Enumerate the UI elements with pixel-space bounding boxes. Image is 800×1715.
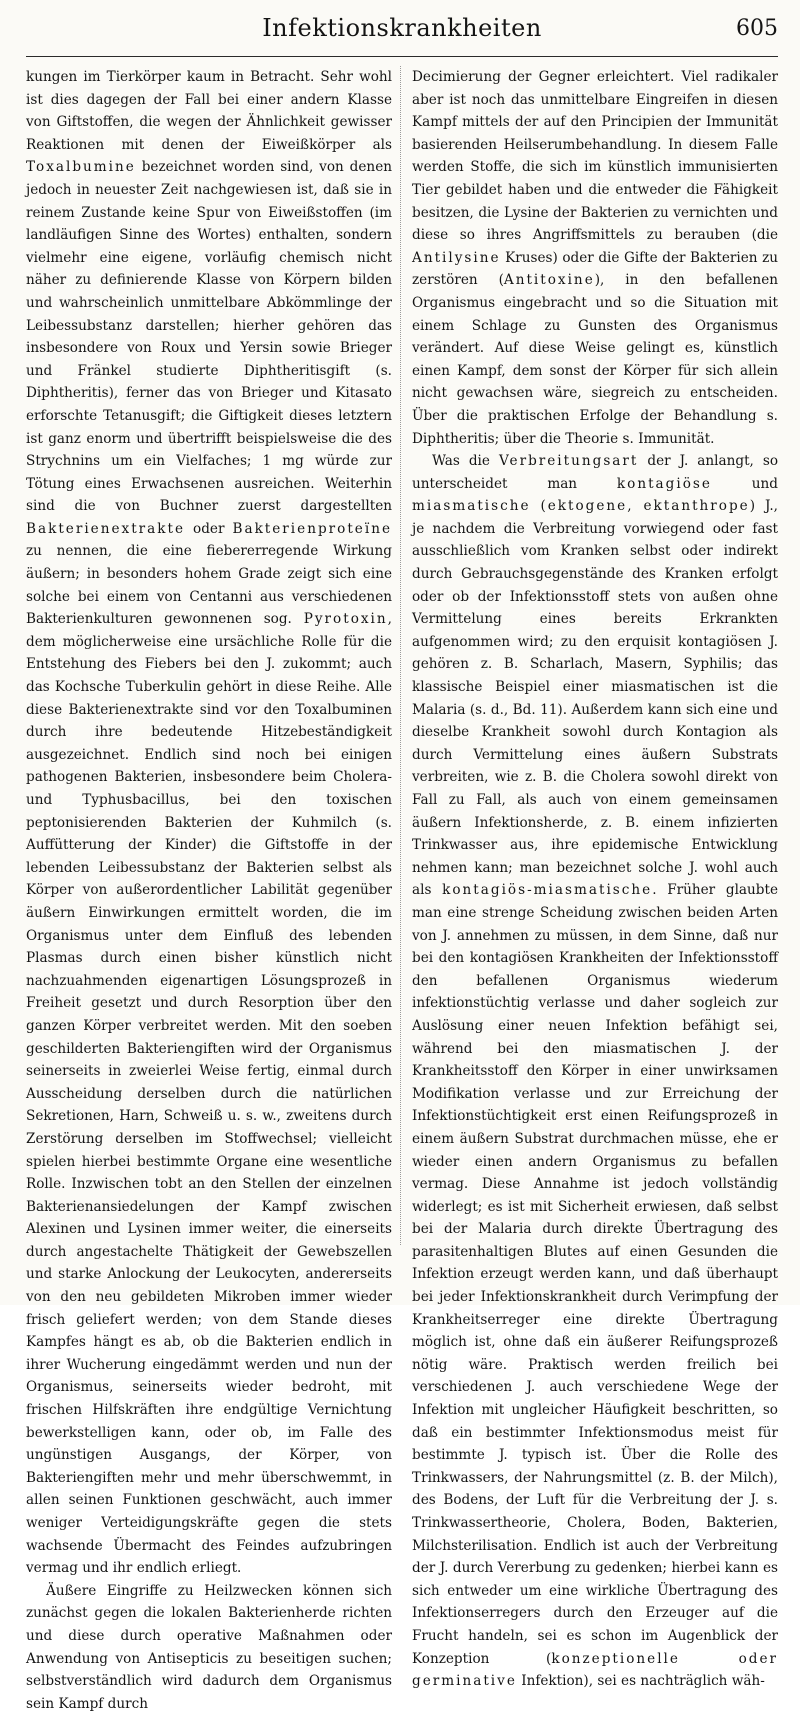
text-run: und xyxy=(711,475,778,492)
text-run: Kruses) oder die Gifte der Bakterien zu zerstören ( xyxy=(412,249,778,289)
right-column xyxy=(412,66,779,1690)
column-divider xyxy=(400,66,401,1245)
page-header xyxy=(26,10,778,54)
spaced-term: Antilysine xyxy=(412,249,501,266)
spaced-term: Toxalbumine xyxy=(26,159,136,176)
spaced-term: miasmatische (ektogene, ektanthrope) xyxy=(412,498,758,515)
spaced-term: Bakterienextrakte xyxy=(26,520,186,537)
text-run: Decimierung der Gegner erleichtert. Viel radikaler aber ist noch das unmittelbare Eingreifen in diesen Kampf mittels der auf den Principien der Immunität basierenden Heilserumbehandlung. In diesem Falle werden Stoffe, die sich im künstlich immunisierten Tier gebildet haben und die entweder die Fähigkeit besitzen, die Lysine der Bakterien zu vernichten und diese so ihres Angriffsmittels zu berauben (die xyxy=(412,69,778,244)
running-title: Infektionskrankheiten xyxy=(262,14,542,42)
spaced-term: Antitoxine xyxy=(503,272,595,289)
spaced-term: kontagiös-miasmatische xyxy=(442,882,653,899)
spaced-term: Bakterienproteïne xyxy=(232,520,392,537)
text-run: , dem möglicherweise eine ursächliche Rolle für die Entstehung des Fiebers bei den J. zukommt; auch das Kochsche Tuberkulin gehört in diese Reihe. Alle diese Bakterienextrakte sind vor den Toxalbuminen durch ihre bedeutende Hitzebeständigkeit ausgezeichnet. Endlich sind noch bei einigen pathogenen Bakterien, insbesondere beim Cholera- und Typhusbacillus, bei den toxischen peptonisierenden Bakterien der Kuhmilch (s. Auffütterung der Kinder) die Giftstoffe in der lebenden Leibessubstanz der Bakterien selbst als Körper von außerordentlicher Labilität gegenüber äußern Einwirkungen ermittelt worden, die im Organismus unter dem Einfluß des lebenden Plasmas durch einen bisher künstlich nicht nachzuahmenden eigenartigen Lösungsprozeß in Freiheit gesetzt und durch Resorption über den ganzen Körper verbreitet werden. Mit den soeben geschilderten Bakteriengiften wird der Organismus seinerseits in zweierlei Weise fertig, einmal durch Ausscheidung derselben durch die natürlichen Sekretionen, Harn, Schweiß u. s. w., zweitens durch Zerstörung derselben im Stoffwechsel; vielleicht spielen hierbei bestimmte Organe eine wesentliche Rolle. Inzwischen tobt an den Stellen der einzelnen Bakterienansiedelungen der Kampf zwischen Alexinen und Lysinen immer weiter, die einerseits durch angestachelte Thätigkeit der Gewebszellen und starke Anlockung der Leukocyten, andererseits von den neu gebildeten Mikroben immer wieder frisch geliefert werden; von dem Stande dieses Kampfes hängt es ab, ob die Bakterien endlich in ihrer Wucherung eingedämmt werden und nun der Organismus, seinerseits wieder bedroht, mit frischen Hilfskräften ihre endgültige Vernichtung bewerkstelligen kann, oder ob, im Falle des ungünstigen Ausgangs, der Körper, von Bakteriengiften mehr und mehr überschwemmt, in allen seinen Funktionen geschwächt, auch immer weniger Verteidigungskräfte gegen die stets wachsende Übermacht des Feindes aufzubringen vermag und ihr endlich erliegt. xyxy=(26,611,392,1577)
text-run: zu nennen, die eine fiebererregende Wirkung äußern; in besonders hohem Grade zeigt sich eine solche bei einem von Centanni aus verschiedenen Bakterienkulturen gewonnenen sog. xyxy=(26,543,392,628)
text-run: Äußere Eingriffe zu Heilzwecken können sich zunächst gegen die lokalen Bakterienherde richten und diese durch operative Maßnahmen oder Anwendung von Antisepticis zu beseitigen suchen; selbstverständlich wird dadurch dem Organismus sein Kampf durch xyxy=(26,1582,392,1712)
spaced-term: kontagiöse xyxy=(616,475,712,492)
left-paragraph-2 xyxy=(26,1580,392,1715)
spaced-term: Pyrotoxin xyxy=(303,611,388,628)
text-run: J., je nachdem die Verbreitung vorwiegend oder fast ausschließlich vom Kranken selbst oder indirekt durch Gebrauchsgegenstände des Kranken erfolgt oder ob der Infektionsstoff stets von außen ohne Vermittelung eines bereits Erkrankten aufgenommen wird; zu den erquisit kontagiösen J. gehören z. B. Scharlach, Masern, Syphilis; das klassische Beispiel einer miasmatischen ist die Malaria (s. d., Bd. 11). Außerdem kann sich eine und dieselbe Krankheit sowohl durch Kontagion als durch Vermittelung eines äußern Substrats verbreiten, wie z. B. die Cholera sowohl direkt von Fall zu Fall, als auch von einem gemeinsamen äußern Infektionsherde, z. B. einem infizierten Trinkwasser aus, ihre epidemische Entwicklung nehmen kann; man bezeichnet solche J. wohl auch als xyxy=(412,498,778,899)
left-column xyxy=(26,66,392,1712)
right-paragraph-1 xyxy=(412,66,778,450)
text-run: Was die xyxy=(432,453,499,470)
right-paragraph-2 xyxy=(412,450,778,1693)
text-run: . Früher glaubte man eine strenge Scheidung zwischen beiden Arten von J. annehmen zu müssen, in dem Sinne, daß nur bei den kontagiösen Krankheiten der Infektionsstoff den befallenen Organismus wiederum infektionstüchtig verlasse und daher sogleich zur Auslösung einer neuen Infektion befähigt sei, während bei den miasmatischen J. der Krankheitsstoff den Körper in einer unwirksamen Modifikation verlasse und zur Erreichung der Infektionstüchtigkeit erst einen Reifungsprozeß in einem äußern Substrat durchmachen müsse, ehe er wieder einen andern Organismus zu befallen vermag. Diese Annahme ist jedoch vollständig widerlegt; es ist mit Sicherheit erwiesen, daß selbst bei der Malaria durch direkte Übertragung des parasitenhaltigen Blutes auf einen Gesunden die Infektion erzeugt werden kann, und daß überhaupt bei jeder Infektionskrankheit durch Verimpfung der Krankheitserreger eine direkte Übertragung möglich ist, ohne daß ein äußerer Reifungsprozeß nötig wäre. Praktisch werden freilich bei verschiedenen J. auch verschiedene Wege der Infektion mit ungleicher Häufigkeit beschritten, so daß ein bestimmter Infektionsmodus meist für bestimmte J. typisch ist. Über die Rolle des Trinkwassers, der Nahrungsmittel (z. B. der Milch), des Bodens, der Luft für die Verbreitung der J. s. Trinkwassertheorie, Cholera, Boden, Bakterien, Milchsterilisation. Endlich ist auch der Verbreitung der J. durch Vererbung zu gedenken; hierbei kann es sich entweder um eine wirkliche Übertragung des Infektionserregers durch den Erzeuger auf die Frucht handeln, sei es schon im Augenblick der Konzeption ( xyxy=(412,882,778,1667)
text-run: oder xyxy=(185,520,233,537)
text-run: ), in den befallenen Organismus eingebracht und so die Situation mit einem Schlage zu Gunsten des Organismus verändert. Auf diese Weise gelingt es, künstlich einen Kampf, dem sonst der Körper für sich allein nicht gewachsen wäre, siegreich zu entscheiden. Über die praktischen Erfolge der Behandlung s. Diphtheritis; über die Theorie s. Immunität. xyxy=(412,272,778,447)
text-run: bezeichnet worden sind, von denen jedoch in neuester Zeit nachgewiesen ist, daß sie in reinem Zustande keine Spur von Eiweißstoffen (im landläufigen Sinne des Wortes) enthalten, sondern vielmehr eine eigene, vorläufig chemisch nicht näher zu definierende Klasse von Körpern bilden und wahrscheinlich unmittelbare Abkömmlinge der Leibessubstanz darstellen; hierher gehören das insbesondere von Roux und Yersin sowie Brieger und Fränkel studierte Diphtheritisgift (s. Diphtheritis), ferner das von Brieger und Kitasato erforschte Tetanusgift; die Giftigkeit dieses letztern ist ganz enorm und übertrifft beispielsweise die des Strychnins um ein Vielfaches; 1 mg würde zur Tötung eines Erwachsenen ausreichen. Weiterhin sind die von Buchner zuerst dargestellten xyxy=(26,159,392,515)
header-rule xyxy=(26,56,778,57)
spaced-term: Verbreitungsart xyxy=(498,453,639,470)
text-run: kungen im Tierkörper kaum in Betracht. Sehr wohl ist dies dagegen der Fall bei einer andern Klasse von Giftstoffen, die wegen der Ähnlichkeit gewisser Reaktionen mit denen der Eiweißkörper als xyxy=(26,69,392,153)
page-number: 605 xyxy=(736,16,778,41)
text-run: der J. anlangt, so unterscheidet man xyxy=(412,453,778,492)
left-paragraph-1 xyxy=(26,66,392,1580)
text-run: Infektion), sei es nachträglich wäh- xyxy=(516,1673,765,1690)
spaced-term: konzeptionelle oder germinative xyxy=(412,1650,779,1690)
